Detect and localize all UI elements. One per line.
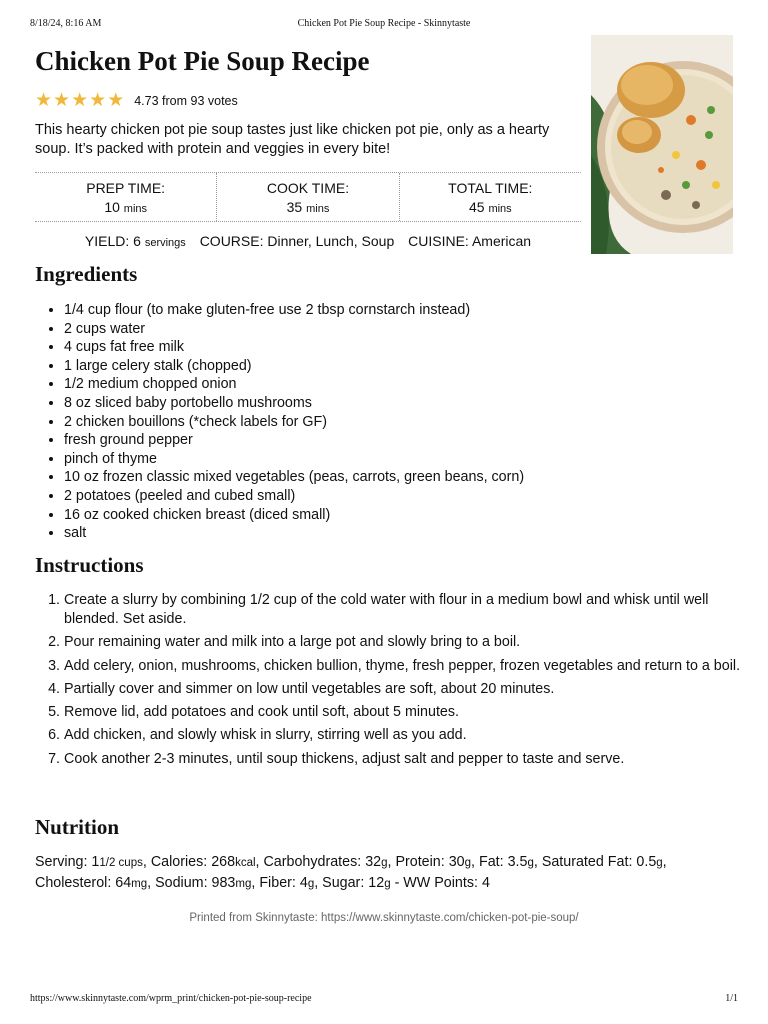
- yield-label: YIELD:: [84, 233, 130, 249]
- print-page-number: 1/1: [725, 993, 738, 1004]
- cholesterol-unit: mg: [131, 877, 148, 890]
- instruction-step: 2. Pour remaining water and milk into a large pot and slowly bring to a boil.: [64, 633, 764, 652]
- cholesterol-label: Cholesterol:: [35, 874, 116, 891]
- fat-value: 3.5: [507, 854, 528, 870]
- carbs-label: Carbohydrates:: [263, 854, 366, 870]
- instruction-step: 6. Add chicken, and slowly whisk in slurry, stirring well as you add.: [64, 726, 764, 745]
- print-footer: [30, 993, 738, 1007]
- carbs-value: 32: [365, 854, 382, 870]
- course: [200, 233, 395, 249]
- fat-label: Fat:: [478, 854, 508, 870]
- sodium-unit: mg: [235, 877, 252, 890]
- list-item: • 1 large celery stalk (chopped): [64, 357, 764, 376]
- cook-time-value: [217, 198, 398, 218]
- fiber-unit: g: [307, 877, 315, 890]
- print-datetime: 8/18/24, 8:16 AM: [30, 18, 102, 29]
- nutrition-heading: Nutrition: [35, 815, 119, 839]
- list-item: • 8 oz sliced baby portobello mushrooms: [64, 394, 764, 413]
- cook-time-label: COOK TIME:: [266, 180, 350, 196]
- star-icon: ★: [53, 90, 71, 111]
- recipe-image: [591, 35, 733, 254]
- protein-value: 30: [448, 854, 465, 870]
- printed-from-note: Printed from Skinnytaste: https://www.skinnytaste.com/chicken-pot-pie-soup/: [189, 912, 579, 924]
- cuisine: [408, 233, 531, 249]
- list-item: • 1/2 medium chopped onion: [64, 375, 764, 394]
- total-time-unit: mins: [488, 203, 512, 215]
- recipe-times: [35, 172, 581, 222]
- rating-text: 4.73 from 93 votes: [134, 94, 238, 108]
- saturated-fat-unit: g: [656, 857, 663, 869]
- prep-time-number: 10: [104, 199, 120, 215]
- recipe-title: Chicken Pot Pie Soup Recipe: [35, 46, 370, 76]
- recipe-rating: [35, 92, 238, 110]
- cook-time-unit: mins: [306, 203, 330, 215]
- fiber-value: 4: [299, 874, 308, 891]
- print-header: [30, 18, 738, 32]
- instructions-list: [35, 591, 764, 773]
- instruction-step: 3. Add celery, onion, mushrooms, chicken bullion, thyme, fresh pepper, frozen vegetables and return to a boil.: [64, 657, 764, 676]
- fat-unit: g: [527, 857, 534, 869]
- serving-label: Serving:: [35, 854, 92, 870]
- star-icon: ★: [71, 90, 89, 111]
- recipe-summary: This hearty chicken pot pie soup tastes just like chicken pot pie, only as a hearty soup. It’s packed with protein and veggies in every bite!: [35, 122, 550, 157]
- ingredients-list: [35, 301, 764, 543]
- star-icon: ★: [107, 90, 125, 111]
- saturated-fat-label: Saturated Fat:: [541, 854, 637, 870]
- total-time-number: 45: [468, 199, 485, 215]
- list-item: • 10 oz frozen classic mixed vegetables (peas, carrots, green beans, corn): [64, 468, 764, 487]
- total-time: [400, 173, 581, 221]
- saturated-fat-value: 0.5: [636, 854, 657, 870]
- star-icon: ★: [35, 90, 53, 111]
- instruction-step: 5. Remove lid, add potatoes and cook until soft, about 5 minutes.: [64, 703, 764, 722]
- list-item: • 1/4 cup flour (to make gluten-free use 2 tbsp cornstarch instead): [64, 301, 764, 320]
- calories-unit: kcal: [235, 857, 256, 869]
- prep-time: [35, 173, 217, 221]
- yield-value: 6: [133, 233, 141, 249]
- course-value: Dinner, Lunch, Soup: [267, 233, 395, 249]
- list-item: • 2 cups water: [64, 320, 764, 339]
- total-time-value: [400, 198, 581, 218]
- sugar-value: 12: [368, 874, 385, 891]
- serving-unit: 1/2 cups: [99, 857, 143, 869]
- cuisine-value: American: [471, 233, 532, 249]
- cook-time: [217, 173, 399, 221]
- course-label: COURSE:: [199, 233, 264, 249]
- ww-points-label: - WW Points:: [390, 874, 482, 891]
- list-item: • 16 oz cooked chicken breast (diced small): [64, 506, 764, 525]
- carbs-unit: g: [381, 857, 388, 869]
- print-page-title: Chicken Pot Pie Soup Recipe - Skinnytaste: [297, 18, 471, 29]
- list-item: • salt: [64, 524, 764, 543]
- nutrition-facts: Serving: 11/2 cups, Calories: 268kcal, Carbohydrates: 32g, Protein: 30g, Fat: 3.5g, Saturated Fat: 0.5g, Cholesterol: 64mg, Sodium: 983mg, Fiber: 4g, Sugar: 12g - WW Points: 4: [35, 854, 667, 891]
- calories-value: 268: [211, 854, 236, 870]
- prep-time-value: [35, 198, 216, 218]
- cook-time-number: 35: [286, 199, 303, 215]
- protein-label: Protein:: [395, 854, 449, 870]
- ingredients-heading: Ingredients: [35, 262, 138, 286]
- sugar-label: Sugar:: [322, 874, 369, 891]
- sodium-value: 983: [211, 874, 236, 891]
- list-item: • fresh ground pepper: [64, 431, 764, 450]
- prep-time-unit: mins: [123, 203, 148, 215]
- cuisine-label: CUISINE:: [408, 233, 469, 249]
- prep-time-label: PREP TIME:: [86, 180, 166, 196]
- instructions-heading: Instructions: [35, 553, 144, 577]
- yield-unit: servings: [144, 237, 186, 249]
- fiber-label: Fiber:: [259, 874, 300, 891]
- list-item: • 2 chicken bouillons (*check labels for GF): [64, 413, 764, 432]
- ww-points-value: 4: [481, 874, 490, 891]
- print-footer-url: https://www.skinnytaste.com/wprm_print/chicken-pot-pie-soup-recipe: [30, 993, 312, 1004]
- calories-label: Calories:: [150, 854, 212, 870]
- instruction-step: 1. Create a slurry by combining 1/2 cup of the cold water with flour in a medium bowl and whisk until well blended. Set aside.: [64, 591, 764, 629]
- recipe-meta: [35, 233, 581, 249]
- cholesterol-value: 64: [115, 874, 132, 891]
- list-item: • 4 cups fat free milk: [64, 338, 764, 357]
- total-time-label: TOTAL TIME:: [448, 180, 533, 196]
- instruction-step: 4. Partially cover and simmer on low until vegetables are soft, about 20 minutes.: [64, 680, 764, 699]
- list-item: • pinch of thyme: [64, 450, 764, 469]
- protein-unit: g: [464, 857, 472, 869]
- rating-stars: [35, 92, 124, 110]
- star-icon: ★: [89, 90, 107, 111]
- instruction-step: 7. Cook another 2-3 minutes, until soup thickens, adjust salt and pepper to taste and serve.: [64, 750, 764, 769]
- list-item: • 2 potatoes (peeled and cubed small): [64, 487, 764, 506]
- sugar-unit: g: [384, 877, 391, 890]
- yield: [85, 233, 186, 249]
- serving-value: 1: [91, 854, 100, 870]
- sodium-label: Sodium:: [155, 874, 212, 891]
